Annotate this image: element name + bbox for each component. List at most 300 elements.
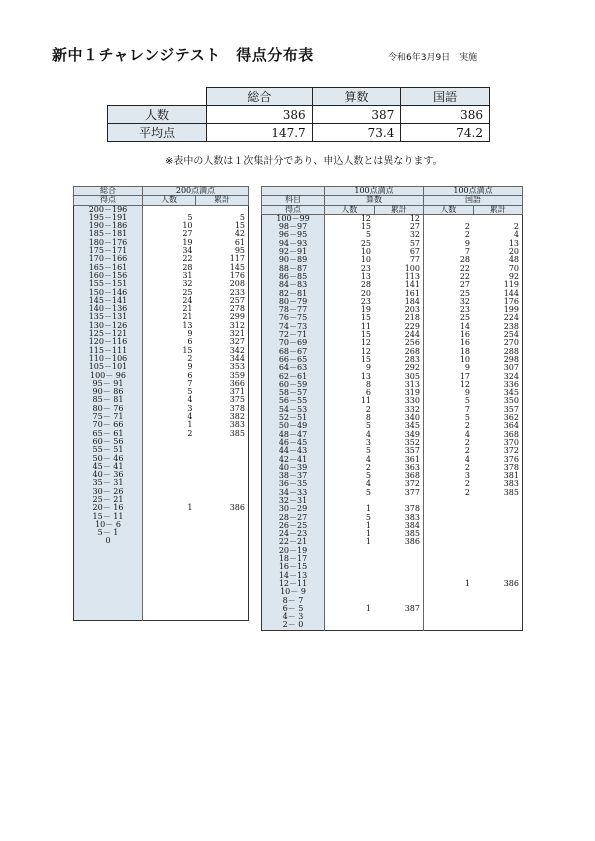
math-cumulative-cell: 386 [374,538,424,546]
math-count-cell: 12 [360,213,371,223]
score-range: 45－ 41 [74,463,143,471]
count-cell: 2 [187,428,193,438]
score-range: 34－33 [262,489,325,497]
cumulative-cell [196,521,249,529]
page-title: 新中１チャレンジテスト 得点分布表 [52,46,314,64]
blank-cell [74,612,143,621]
blank-cell [196,562,249,570]
math-header-max: 100点満点 [325,187,424,196]
summary-cell: 387 [312,106,401,124]
math-count-cell: 10 [360,255,371,265]
count-cell: 28 [182,262,193,272]
blank-cell [143,612,196,621]
blank-cell [143,562,196,570]
blank-cell [196,587,249,595]
summary-corner [108,88,207,106]
math-count-cell [325,613,375,621]
score-range: 110－106 [74,355,143,363]
score-range: 100－99 [262,214,325,223]
score-range: 180－176 [74,239,143,247]
math-count-cell: 5 [365,230,371,240]
japanese-count-cell [424,547,474,555]
count-cell: 1 [187,503,193,513]
subject-label: 科目 [262,196,325,205]
blank-row [74,554,249,562]
cumulative-cell: 342 [229,345,245,355]
japanese-label: 国語 [424,196,523,205]
col-math-count: 人数 [325,205,375,214]
math-cumulative-cell: 27 [374,223,424,231]
count-cell: 4 [187,395,193,405]
cumulative-cell [196,537,249,545]
cumulative-cell: 312 [229,320,245,330]
cumulative-cell: 353 [229,362,245,372]
blank-cell [74,562,143,570]
score-range: 38－37 [262,472,325,480]
score-range: 5－ 1 [74,529,143,537]
blank-cell [196,571,249,579]
japanese-cumulative-cell [473,588,523,596]
japanese-count-cell: 25 [459,313,470,323]
math-cumulative-cell: 384 [374,522,424,530]
blank-row [74,571,249,579]
count-cell: 13 [182,320,193,330]
count-cell: 9 [187,362,193,372]
table-row [262,621,523,630]
summary-header-row [108,88,490,106]
math-count-cell: 20 [360,288,371,298]
math-count-cell: 11 [360,321,371,331]
score-range: 25－ 21 [74,496,143,504]
math-cumulative-cell: 184 [374,298,424,306]
math-count-cell: 15 [360,330,371,340]
score-range: 6－ 5 [262,605,325,613]
math-count-cell: 2 [365,462,371,472]
count-cell: 19 [182,237,193,247]
math-cumulative-cell [374,555,424,563]
total-header-subject: 総合 [74,187,143,196]
cumulative-cell: 233 [229,287,245,297]
score-range: 44－43 [262,447,325,455]
cumulative-cell: 42 [234,229,245,239]
cumulative-cell: 117 [229,254,245,264]
score-range: 200－196 [74,205,143,214]
score-range: 185－181 [74,230,143,238]
summary-header-japanese: 国語 [401,88,490,106]
total-header-max: 200点満点 [143,187,249,196]
math-count-cell: 13 [360,271,371,281]
japanese-count-cell: 16 [459,338,470,348]
japanese-count-cell: 2 [464,462,470,472]
blank-cell [74,596,143,604]
count-cell: 5 [187,212,193,222]
summary-header-total: 総合 [207,88,313,106]
japanese-cumulative-cell: 364 [503,421,519,431]
cumulative-cell: 385 [229,428,245,438]
japanese-count-cell: 9 [464,363,470,373]
japanese-cumulative-cell: 270 [503,338,519,348]
math-count-cell: 3 [365,437,371,447]
score-range: 82－81 [262,290,325,298]
math-count-cell: 4 [365,479,371,489]
japanese-count-cell [424,514,474,522]
count-cell [143,463,196,471]
score-range: 105－101 [74,363,143,371]
japanese-cumulative-cell [473,530,523,538]
math-count-cell: 10 [360,247,371,257]
score-range: 80－79 [262,298,325,306]
math-count-cell [325,580,375,588]
score-range: 52－51 [262,414,325,422]
count-cell: 21 [182,304,193,314]
japanese-cumulative-cell [473,497,523,505]
cumulative-cell: 208 [229,279,245,289]
japanese-cumulative-cell: 336 [503,379,519,389]
japanese-cumulative-cell [473,621,523,630]
japanese-count-cell: 25 [459,288,470,298]
cumulative-cell: 176 [229,270,245,280]
japanese-cumulative-cell [473,613,523,621]
count-cell: 21 [182,312,193,322]
score-range: 30－29 [262,505,325,513]
count-cell [143,471,196,479]
math-count-cell: 4 [365,429,371,439]
math-cumulative-cell: 378 [374,505,424,513]
math-cumulative-cell: 377 [374,489,424,497]
math-count-cell: 1 [365,529,371,539]
blank-cell [74,571,143,579]
math-count-cell: 1 [365,603,371,613]
total-table-body [74,205,249,621]
japanese-cumulative-cell: 48 [508,255,519,265]
japanese-cumulative-cell [473,514,523,522]
math-count-cell: 28 [360,280,371,290]
japanese-cumulative-cell: 288 [503,346,519,356]
score-range: 20－ 16 [74,504,143,512]
japanese-cumulative-cell [473,505,523,513]
score-range: 50－49 [262,422,325,430]
japanese-cumulative-cell: 224 [503,313,519,323]
japanese-count-cell: 3 [464,471,470,481]
japanese-cumulative-cell: 13 [508,238,519,248]
japanese-count-cell: 4 [464,454,470,464]
score-range: 24－23 [262,530,325,538]
score-range: 8－ 7 [262,597,325,605]
score-range: 78－77 [262,306,325,314]
cumulative-cell: 95 [234,246,245,256]
japanese-cumulative-cell: 144 [503,288,519,298]
japanese-cumulative-cell [473,605,523,613]
japanese-cumulative-cell: 383 [503,479,519,489]
japanese-cumulative-cell [473,522,523,530]
math-count-cell: 5 [365,446,371,456]
score-range: 50－ 46 [74,455,143,463]
count-cell: 34 [182,246,193,256]
score-range: 92－91 [262,248,325,256]
score-range: 42－41 [262,456,325,464]
japanese-cumulative-cell: 386 [503,578,519,588]
japanese-count-cell [424,538,474,546]
blank-cell [196,579,249,587]
score-range: 95－ 91 [74,380,143,388]
count-cell [143,537,196,545]
col-cumulative: 累計 [196,196,249,205]
score-range: 46－45 [262,439,325,447]
japanese-cumulative-cell: 307 [503,363,519,373]
score-range: 100－ 96 [74,372,143,380]
math-cumulative-cell: 332 [374,406,424,414]
score-range: 125－121 [74,330,143,338]
math-cumulative-cell: 340 [374,414,424,422]
japanese-cumulative-cell: 238 [503,321,519,331]
score-range: 85－ 81 [74,396,143,404]
math-cumulative-cell [374,580,424,588]
math-count-cell: 1 [365,520,371,530]
summary-row-label: 人数 [108,106,207,124]
score-range: 55－ 51 [74,446,143,454]
math-cumulative-cell: 363 [374,464,424,472]
math-count-cell: 2 [365,404,371,414]
count-cell [143,529,196,537]
japanese-count-cell: 2 [464,437,470,447]
math-count-cell: 9 [365,363,371,373]
total-table-header-2 [74,196,249,205]
summary-cell: 147.7 [207,124,313,142]
subject-table-body [262,214,523,630]
japanese-cumulative-cell: 370 [503,437,519,447]
summary-row-average [108,124,490,142]
cumulative-cell: 257 [229,295,245,305]
math-cumulative-cell: 268 [374,348,424,356]
count-cell: 25 [182,287,193,297]
japanese-count-cell [424,563,474,571]
math-cumulative-cell: 67 [374,248,424,256]
score-range: 54－53 [262,406,325,414]
japanese-count-cell: 28 [459,255,470,265]
japanese-count-cell: 5 [464,413,470,423]
score-range: 76－75 [262,314,325,322]
cumulative-cell: 5 [239,212,245,222]
total-distribution-table [73,186,249,621]
math-count-cell: 23 [360,296,371,306]
math-count-cell: 5 [365,421,371,431]
japanese-cumulative-cell: 199 [503,305,519,315]
math-count-cell: 5 [365,471,371,481]
score-range: 16－15 [262,563,325,571]
blank-cell [143,604,196,612]
score-range: 80－ 76 [74,405,143,413]
japanese-count-cell: 7 [464,404,470,414]
japanese-count-cell: 4 [464,429,470,439]
math-cumulative-cell: 57 [374,240,424,248]
score-range: 36－35 [262,480,325,488]
math-label: 算数 [325,196,424,205]
math-cumulative-cell: 385 [374,530,424,538]
score-range: 15－ 11 [74,513,143,521]
cumulative-cell [196,488,249,496]
math-count-cell: 6 [365,388,371,398]
count-cell: 10 [182,221,193,231]
blank-row [74,546,249,554]
math-cumulative-cell: 32 [374,231,424,239]
count-cell: 32 [182,279,193,289]
japanese-count-cell: 7 [464,247,470,257]
math-count-cell: 4 [365,454,371,464]
score-range: 155－151 [74,280,143,288]
score-range: 60－ 56 [74,438,143,446]
score-range: 70－ 66 [74,421,143,429]
math-count-cell: 23 [360,263,371,273]
math-cumulative-cell: 244 [374,331,424,339]
math-cumulative-cell: 352 [374,439,424,447]
score-range: 12－11 [262,580,325,588]
score-range: 30－ 26 [74,488,143,496]
score-range: 70－69 [262,339,325,347]
japanese-count-cell: 2 [464,421,470,431]
japanese-cumulative-cell: 368 [503,429,519,439]
score-range: 22－21 [262,538,325,546]
score-range: 160－156 [74,272,143,280]
cumulative-cell: 383 [229,420,245,430]
score-range: 40－39 [262,464,325,472]
math-cumulative-cell [374,572,424,580]
footnote: ※表中の人数は１次集計分であり、申込人数とは異なります。 [165,156,443,167]
blank-cell [74,546,143,554]
math-cumulative-cell [374,621,424,630]
cumulative-cell: 61 [234,237,245,247]
math-cumulative-cell: 256 [374,339,424,347]
score-range: 145－141 [74,297,143,305]
score-range: 98－97 [262,223,325,231]
cumulative-cell: 375 [229,395,245,405]
blank-row [74,562,249,570]
score-range: 0 [74,537,143,545]
blank-cell [74,554,143,562]
math-cumulative-cell: 349 [374,431,424,439]
cumulative-cell: 321 [229,329,245,339]
math-count-cell: 8 [365,413,371,423]
math-cumulative-cell: 292 [374,364,424,372]
blank-cell [74,579,143,587]
math-count-cell: 8 [365,379,371,389]
blank-cell [196,554,249,562]
japanese-cumulative-cell: 2 [513,222,519,232]
math-count-cell: 15 [360,222,371,232]
col-score: 得点 [262,205,325,214]
math-cumulative-cell: 141 [374,281,424,289]
japanese-count-cell: 23 [459,305,470,315]
score-range: 96－95 [262,231,325,239]
math-count-cell: 13 [360,371,371,381]
blank-row [74,604,249,612]
math-count-cell: 5 [365,487,371,497]
japanese-cumulative-cell: 20 [508,247,519,257]
japanese-count-cell: 9 [464,238,470,248]
math-cumulative-cell: 77 [374,256,424,264]
japanese-count-cell [424,613,474,621]
japanese-cumulative-cell: 362 [503,413,519,423]
cumulative-cell [196,438,249,446]
japanese-count-cell [424,555,474,563]
cumulative-cell: 366 [229,378,245,388]
col-japanese-cumulative: 累計 [473,205,523,214]
japanese-count-cell [424,621,474,630]
score-range: 20－19 [262,547,325,555]
math-cumulative-cell: 383 [374,514,424,522]
count-cell: 27 [182,229,193,239]
score-range: 88－87 [262,265,325,273]
math-count-cell [325,563,375,571]
score-range: 68－67 [262,348,325,356]
score-range: 120－116 [74,338,143,346]
cumulative-cell [196,529,249,537]
cumulative-cell [196,471,249,479]
score-range: 66－65 [262,356,325,364]
math-cumulative-cell [374,613,424,621]
score-range: 14－13 [262,572,325,580]
count-cell: 7 [187,378,193,388]
math-count-cell: 25 [360,238,371,248]
blank-cell [143,579,196,587]
japanese-count-cell: 2 [464,487,470,497]
count-cell: 24 [182,295,193,305]
blank-cell [196,596,249,604]
score-range: 94－93 [262,240,325,248]
score-range: 115－111 [74,347,143,355]
count-cell: 2 [187,353,193,363]
cumulative-cell: 299 [229,312,245,322]
japanese-count-cell [424,497,474,505]
math-count-cell [325,588,375,596]
japanese-count-cell: 18 [459,346,470,356]
blank-cell [143,571,196,579]
japanese-count-cell: 17 [459,371,470,381]
math-cumulative-cell [374,547,424,555]
summary-header-math: 算数 [312,88,401,106]
count-cell: 6 [187,370,193,380]
score-range: 84－83 [262,281,325,289]
score-range: 35－ 31 [74,479,143,487]
math-count-cell: 1 [365,537,371,547]
math-cumulative-cell: 387 [374,605,424,613]
col-count: 人数 [143,196,196,205]
cumulative-cell: 359 [229,370,245,380]
score-range: 60－59 [262,381,325,389]
japanese-cumulative-cell: 4 [513,230,519,240]
cumulative-cell [196,463,249,471]
summary-cell: 386 [401,106,490,124]
cumulative-cell: 386 [229,503,245,513]
score-range: 90－ 86 [74,388,143,396]
japanese-count-cell: 10 [459,354,470,364]
cumulative-cell: 15 [234,221,245,231]
count-cell: 1 [187,420,193,430]
blank-cell [74,604,143,612]
japanese-count-cell: 22 [459,271,470,281]
math-cumulative-cell: 368 [374,472,424,480]
blank-cell [143,596,196,604]
math-count-cell: 11 [360,396,371,406]
subject-table-header-2 [262,196,523,205]
japanese-cumulative-cell [473,547,523,555]
score-range: 190－186 [74,222,143,230]
col-score: 得点 [74,196,143,205]
japanese-cumulative-cell [473,555,523,563]
math-cumulative-cell: 203 [374,306,424,314]
score-range: 86－85 [262,273,325,281]
score-range: 90－89 [262,256,325,264]
score-range: 58－57 [262,389,325,397]
